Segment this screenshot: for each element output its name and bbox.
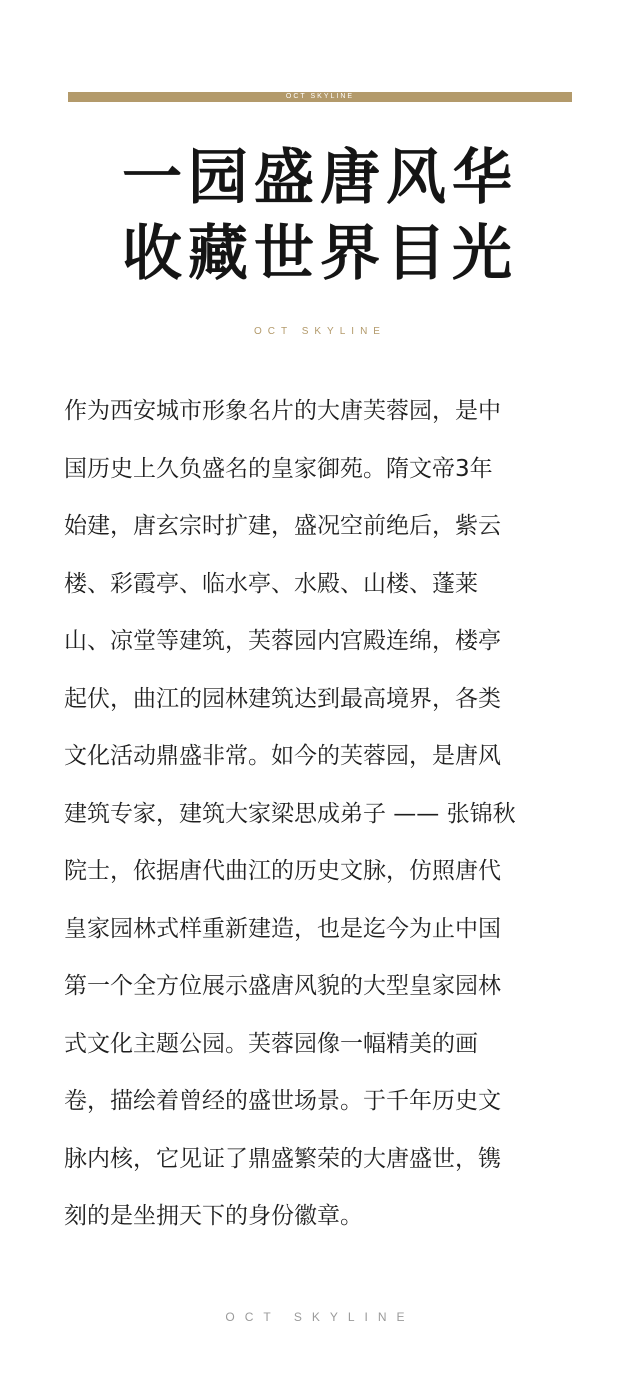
body-line: 卷，描绘着曾经的盛世场景。于千年历史文	[64, 1088, 501, 1114]
title-line-1: 一园盛唐风华	[122, 143, 518, 213]
page-title	[0, 140, 640, 292]
header-bar-label: OCT SKYLINE	[285, 93, 355, 100]
body-line: 皇家园林式样重新建造，也是迄今为止中国	[64, 915, 501, 942]
footer-brand: OCT SKYLINE	[225, 1310, 415, 1324]
body-line: 第一个全方位展示盛唐风貌的大型皇家园林	[64, 973, 501, 999]
body-line: 作为西安城市形象名片的大唐芙蓉园，是中	[64, 398, 501, 424]
body-line: 山、凉堂等建筑，芙蓉园内宫殿连绵，楼亭	[64, 628, 501, 654]
body-line: 国历史上久负盛名的皇家御苑。隋文帝3年	[64, 455, 493, 482]
header-bar	[68, 92, 572, 102]
body-line: 式文化主题公园。芙蓉园像一幅精美的画	[64, 1030, 478, 1057]
body-line: 刻的是坐拥天下的身份徽章。	[64, 1203, 363, 1229]
title-line-2: 收藏世界目光	[122, 219, 518, 289]
brand-subtitle: OCT SKYLINE	[254, 326, 386, 337]
article-body	[64, 383, 576, 1246]
body-line: 始建，唐玄宗时扩建，盛况空前绝后，紫云	[64, 513, 501, 539]
body-line: 起伏，曲江的园林建筑达到最高境界，各类	[64, 685, 501, 712]
body-line: 脉内核，它见证了鼎盛繁荣的大唐盛世，镌	[64, 1145, 501, 1172]
body-line: 院士，依据唐代曲江的历史文脉，仿照唐代	[64, 858, 501, 884]
body-line: 文化活动鼎盛非常。如今的芙蓉园，是唐风	[64, 743, 501, 769]
body-line: 楼、彩霞亭、临水亭、水殿、山楼、蓬莱	[64, 570, 478, 597]
body-line: 建筑专家，建筑大家梁思成弟子 —— 张锦秋	[64, 800, 516, 827]
